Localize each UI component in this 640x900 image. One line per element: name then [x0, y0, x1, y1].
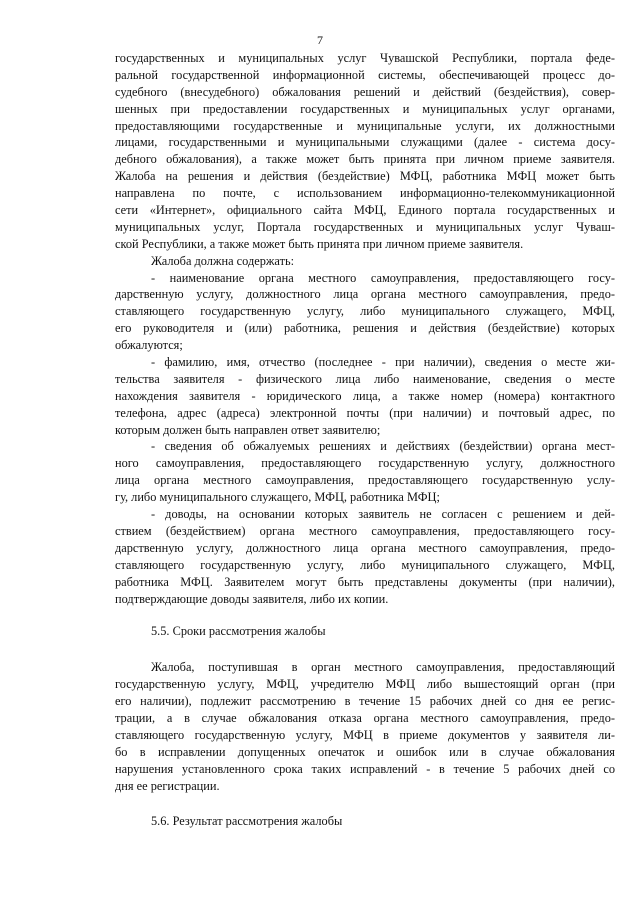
text-line: работника МФЦ. Заявителем могут быть представлены документы (при наличии),: [115, 574, 615, 589]
text-line: судебного (внесудебного) обжалования решений и действий (бездействия), совер-: [115, 84, 615, 99]
text-line: - фамилию, имя, отчество (последнее - при наличии), сведения о месте жи-: [151, 355, 615, 370]
spacer: [115, 640, 615, 659]
text-line: тельства заявителя - физического лица либо наименование, сведения о месте: [115, 371, 615, 386]
text-line: Жалоба должна содержать:: [151, 253, 295, 268]
document-body: [115, 50, 615, 830]
text-line: - наименование органа местного самоуправления, предоставляющего госу-: [151, 270, 615, 285]
text-line: нарушения установленного срока таких исправлений - в течение 5 рабочих дней со: [115, 761, 615, 776]
text-line: Жалоба, поступившая в орган местного самоуправления, предоставляющий: [151, 660, 615, 675]
text-line: ральной государственной информационной системы, обеспечивающей процесс до-: [115, 67, 615, 82]
text-line: ской Республики, а также может быть принята при личном приеме заявителя.: [115, 236, 524, 251]
text-line: телефона, адрес (адреса) электронной почты (при наличии) и почтовый адрес, по: [115, 405, 615, 420]
text-line: трации, а в случае обжалования отказа органа местного самоуправления, предо-: [115, 710, 615, 725]
text-line: бо в исправлении допущенных опечаток и ошибок или в случае обжалования: [115, 744, 615, 759]
text-line: сети «Интернет», официального сайта МФЦ, Единого портала государственных и: [115, 203, 615, 218]
text-line: его руководителя и (или) работника, решения и действия (бездействие) которых: [115, 321, 615, 336]
text-line: дебного обжалования), а также может быть принята при личном приеме заявителя.: [115, 152, 615, 167]
paragraph-continuation: [115, 50, 615, 168]
text-line: подтверждающие доводы заявителя, либо их копии.: [115, 591, 389, 606]
page-number: 7: [317, 33, 323, 47]
text-line: - сведения об обжалуемых решениях и действиях (бездействии) органа мест-: [151, 439, 615, 454]
section-heading-5-6: 5.6. Результат рассмотрения жалобы: [151, 814, 343, 829]
list-item: [115, 506, 615, 607]
text-line: направлена по почте, с использованием информационно-телекоммуникационной: [115, 186, 615, 201]
text-line: дарственную услугу, должностного лица органа местного самоуправления, предо-: [115, 287, 615, 302]
paragraph-section-5-5: [115, 659, 615, 794]
text-line: ствием (бездействием) органа местного самоуправления, предоставляющего госу-: [115, 523, 615, 538]
paragraph-mfc-complaint: [115, 168, 615, 252]
text-line: Жалоба на решения и действия (бездействие) МФЦ, работника МФЦ может быть: [115, 169, 615, 184]
text-line: его наличии), подлежит рассмотрению в течение 15 рабочих дней со дня ее регис-: [115, 694, 615, 709]
text-line: гу, либо муниципального служащего, МФЦ, работника МФЦ;: [115, 490, 440, 505]
text-line: ставляющего государственную услугу, либо муниципального служащего, МФЦ,: [115, 304, 615, 319]
text-line: лица органа местного самоуправления, предоставляющего государственную услу-: [115, 473, 615, 488]
text-line: государственную услугу, МФЦ, учредителю МФЦ либо вышестоящий орган (при: [115, 677, 615, 692]
text-line: предоставляющими государственные и муниципальные услуги, их должностными: [115, 118, 615, 133]
text-line: которым должен быть направлен ответ заявителю;: [115, 422, 381, 437]
list-item: [115, 438, 615, 506]
text-line: дарственную услугу, должностного лица органа местного самоуправления, предо-: [115, 540, 615, 555]
text-line: нахождения заявителя - юридического лица, а также номер (номера) контактного: [115, 388, 615, 403]
text-line: ставляющего государственную услугу, либо муниципального служащего, МФЦ,: [115, 557, 615, 572]
list-item: [115, 354, 615, 438]
paragraph-must-contain: [115, 253, 615, 270]
spacer: [115, 794, 615, 813]
section-heading-5-5: 5.5. Сроки рассмотрения жалобы: [151, 624, 326, 639]
text-line: шенных при предоставлении государственных и муниципальных услуг органами,: [115, 101, 615, 116]
text-line: дня ее регистрации.: [115, 778, 220, 793]
text-line: ставляющего государственную услугу, МФЦ в приеме документов у заявителя ли-: [115, 727, 615, 742]
text-line: муниципальных услуг, Портала государственных и муниципальных услуг Чуваш-: [115, 219, 615, 234]
text-line: лицами, государственными и муниципальными служащими (далее - система досу-: [115, 135, 615, 150]
text-line: ного самоуправления, предоставляющего государственную услугу, должностного: [115, 456, 615, 471]
text-line: обжалуются;: [115, 338, 183, 353]
spacer: [115, 607, 615, 623]
text-line: государственных и муниципальных услуг Чувашской Республики, портала феде-: [115, 51, 615, 65]
text-line: - доводы, на основании которых заявитель не согласен с решением и дей-: [151, 507, 615, 522]
list-item: [115, 270, 615, 354]
